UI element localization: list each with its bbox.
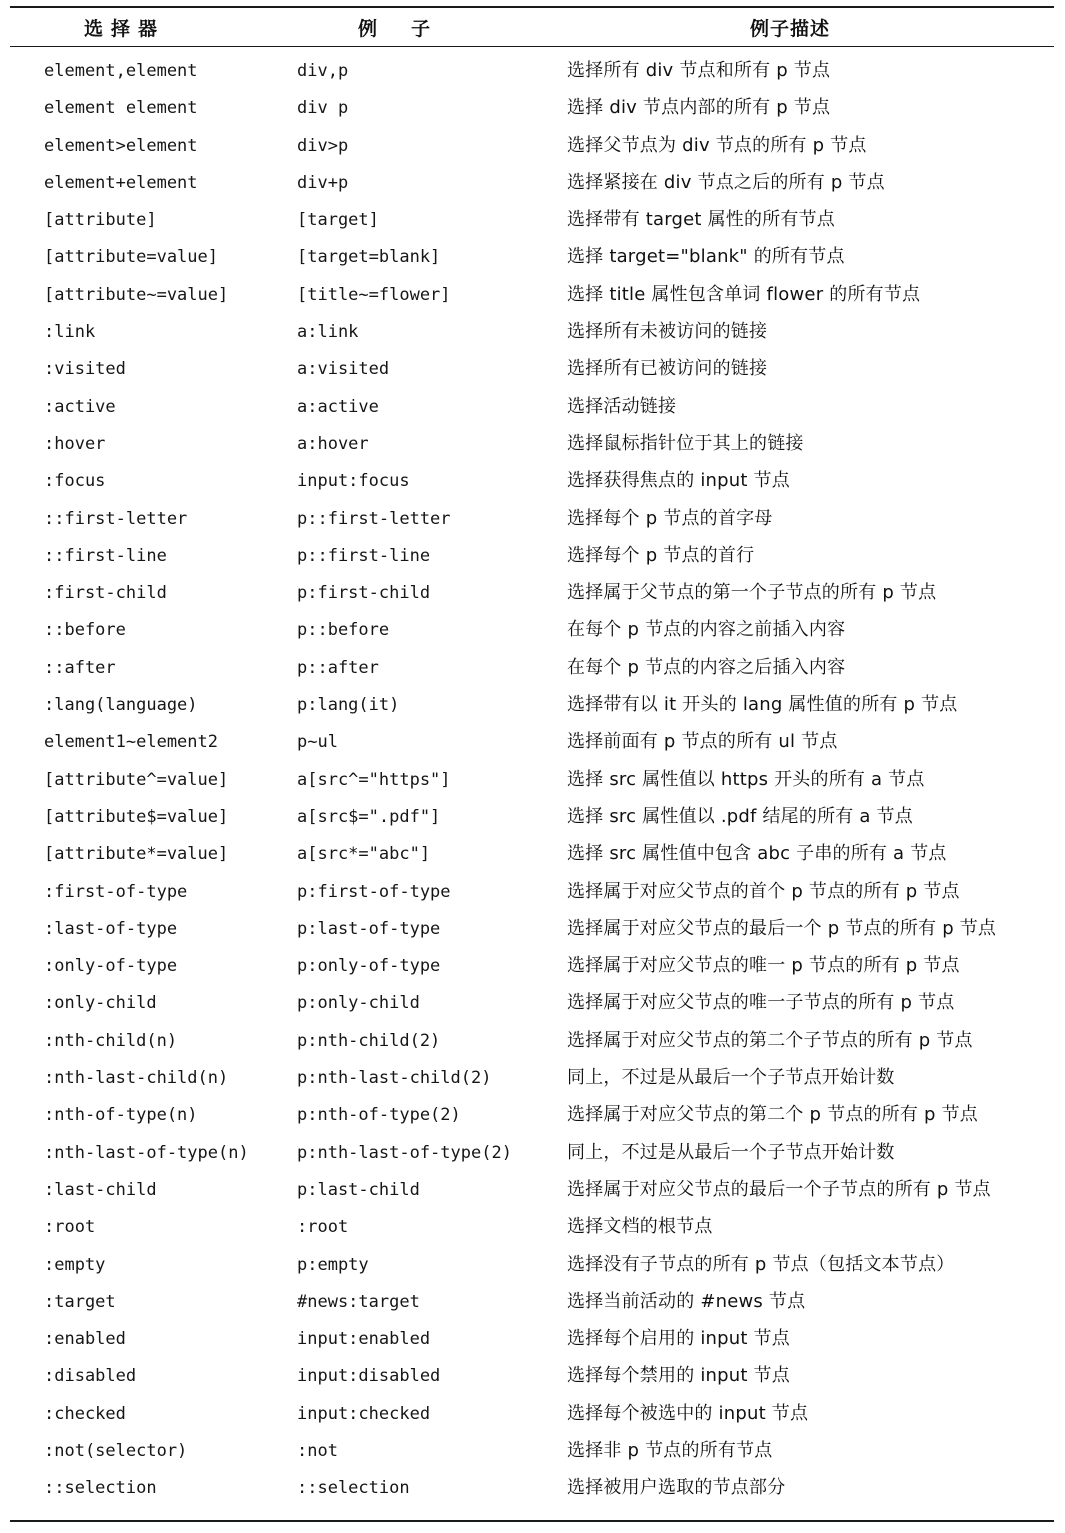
table-row — [10, 690, 1054, 727]
table-row — [10, 168, 1054, 205]
example-cell: a[src*="abc"] — [297, 844, 431, 865]
selector-cell: element>element — [44, 135, 198, 156]
table-row — [10, 951, 1054, 988]
example-cell: a:link — [297, 322, 359, 343]
selector-cell: :lang(language) — [44, 695, 198, 716]
description-cell: 选择文档的根节点 — [567, 1216, 713, 1238]
table-row — [10, 466, 1054, 503]
selector-cell: :nth-last-of-type(n) — [44, 1142, 249, 1163]
description-cell: 选择属于父节点的第一个子节点的所有 p 节点 — [567, 582, 937, 604]
selector-cell: :last-of-type — [44, 918, 178, 939]
example-cell: :root — [297, 1217, 349, 1238]
description-cell: 选择带有以 it 开头的 lang 属性值的所有 p 节点 — [567, 694, 958, 716]
example-cell: #news:target — [297, 1291, 420, 1312]
example-cell: a[src^="https"] — [297, 769, 451, 790]
table-row — [10, 1212, 1054, 1249]
table-row — [10, 93, 1054, 130]
selector-cell: :first-child — [44, 583, 167, 604]
selector-cell: :checked — [44, 1403, 126, 1424]
example-cell: div>p — [297, 135, 349, 156]
selector-cell: [attribute] — [44, 210, 157, 231]
table-row — [10, 429, 1054, 466]
description-cell: 选择 title 属性包含单词 flower 的所有节点 — [567, 283, 921, 305]
selector-cell: ::selection — [44, 1478, 157, 1499]
example-cell: p:nth-of-type(2) — [297, 1105, 461, 1126]
selector-cell: :nth-child(n) — [44, 1030, 178, 1051]
example-cell: p:only-child — [297, 993, 420, 1014]
table-row — [10, 802, 1054, 839]
example-cell: a:visited — [297, 359, 390, 380]
table-row — [10, 504, 1054, 541]
selector-cell: :empty — [44, 1254, 106, 1275]
description-cell: 同上，不过是从最后一个子节点开始计数 — [567, 1141, 895, 1163]
table-row — [10, 1175, 1054, 1212]
description-cell: 选择 div 节点内部的所有 p 节点 — [567, 97, 831, 119]
example-cell: a:hover — [297, 433, 369, 454]
example-cell: a[src$=".pdf"] — [297, 806, 441, 827]
selector-cell: :last-child — [44, 1179, 157, 1200]
description-cell: 选择 src 属性值中包含 abc 子串的所有 a 节点 — [567, 843, 947, 865]
description-cell: 在每个 p 节点的内容之后插入内容 — [567, 656, 846, 678]
example-cell: p:only-of-type — [297, 956, 441, 977]
description-cell: 选择 src 属性值以 https 开头的所有 a 节点 — [567, 768, 925, 790]
description-cell: 选择每个 p 节点的首行 — [567, 544, 755, 566]
selector-cell: element element — [44, 98, 198, 119]
selector-cell: :nth-last-child(n) — [44, 1068, 229, 1089]
selector-cell: element+element — [44, 172, 198, 193]
example-cell: input:disabled — [297, 1366, 441, 1387]
example-cell: div,p — [297, 61, 349, 81]
example-cell: p::after — [297, 657, 379, 678]
table-row — [10, 914, 1054, 951]
table-header-row — [10, 16, 1054, 44]
description-cell: 选择鼠标指针位于其上的链接 — [567, 432, 804, 454]
description-cell: 同上，不过是从最后一个子节点开始计数 — [567, 1067, 895, 1089]
example-cell: p:nth-last-of-type(2) — [297, 1142, 512, 1163]
selector-cell: element,element — [44, 61, 198, 81]
description-cell: 选择每个启用的 input 节点 — [567, 1328, 790, 1350]
selector-cell: [attribute=value] — [44, 247, 218, 268]
selector-cell: :nth-of-type(n) — [44, 1105, 198, 1126]
table-row — [10, 1399, 1054, 1436]
table-row — [10, 1026, 1054, 1063]
selector-cell: :not(selector) — [44, 1440, 188, 1461]
selector-cell: :visited — [44, 359, 126, 380]
description-cell: 选择紧接在 div 节点之后的所有 p 节点 — [567, 171, 885, 193]
selector-cell: [attribute$=value] — [44, 806, 229, 827]
header-separator-rule — [10, 46, 1054, 47]
description-cell: 选择当前活动的 #news 节点 — [567, 1290, 806, 1312]
example-cell: p::before — [297, 620, 390, 641]
description-cell: 选择属于对应父节点的第二个子节点的所有 p 节点 — [567, 1029, 973, 1051]
selector-cell: :target — [44, 1291, 116, 1312]
table-row — [10, 877, 1054, 914]
description-cell: 选择非 p 节点的所有节点 — [567, 1439, 773, 1461]
example-cell: div+p — [297, 172, 349, 193]
table-row — [10, 1138, 1054, 1175]
selector-cell: :first-of-type — [44, 881, 188, 902]
table-row — [10, 242, 1054, 279]
description-cell: 选择所有已被访问的链接 — [567, 358, 768, 380]
example-cell: p~ul — [297, 732, 338, 753]
example-cell: p:last-of-type — [297, 918, 441, 939]
example-cell: [title~=flower] — [297, 284, 451, 305]
selector-cell: :hover — [44, 433, 106, 454]
selector-cell: [attribute~=value] — [44, 284, 229, 305]
selector-cell: [attribute*=value] — [44, 844, 229, 865]
example-cell: input:checked — [297, 1403, 431, 1424]
example-cell: input:enabled — [297, 1329, 431, 1350]
table-row — [10, 1063, 1054, 1100]
selector-cell: :focus — [44, 471, 106, 492]
table-row — [10, 1436, 1054, 1473]
selector-cell: :active — [44, 396, 116, 417]
description-cell: 选择属于对应父节点的首个 p 节点的所有 p 节点 — [567, 880, 960, 902]
example-cell: div p — [297, 98, 349, 119]
table-row — [10, 653, 1054, 690]
selector-cell: :link — [44, 322, 96, 343]
description-cell: 选择 target="blank" 的所有节点 — [567, 246, 845, 268]
table-row — [10, 727, 1054, 764]
example-cell: p:empty — [297, 1254, 369, 1275]
example-cell: input:focus — [297, 471, 410, 492]
table-row — [10, 1361, 1054, 1398]
table-top-rule — [10, 6, 1054, 8]
selector-cell: :disabled — [44, 1366, 137, 1387]
description-cell: 选择属于对应父节点的最后一个 p 节点的所有 p 节点 — [567, 917, 997, 939]
selector-cell: element1~element2 — [44, 732, 218, 753]
description-cell: 选择属于对应父节点的最后一个子节点的所有 p 节点 — [567, 1178, 991, 1200]
table-row — [10, 1324, 1054, 1361]
description-cell: 选择属于对应父节点的唯一子节点的所有 p 节点 — [567, 992, 955, 1014]
example-cell: p:first-of-type — [297, 881, 451, 902]
table-row — [10, 280, 1054, 317]
table-row — [10, 839, 1054, 876]
table-row — [10, 56, 1054, 93]
table-row — [10, 615, 1054, 652]
table-row — [10, 131, 1054, 168]
example-cell: :not — [297, 1440, 338, 1461]
description-cell: 选择所有 div 节点和所有 p 节点 — [567, 60, 831, 81]
example-cell: p::first-letter — [297, 508, 451, 529]
example-cell: ::selection — [297, 1478, 410, 1499]
table-row — [10, 1473, 1054, 1510]
description-cell: 选择 src 属性值以 .pdf 结尾的所有 a 节点 — [567, 805, 913, 827]
example-cell: a:active — [297, 396, 379, 417]
selector-cell: ::first-line — [44, 545, 167, 566]
selector-cell: :only-of-type — [44, 956, 178, 977]
description-cell: 选择被用户选取的节点部分 — [567, 1477, 786, 1499]
example-cell: p:first-child — [297, 583, 431, 604]
description-cell: 在每个 p 节点的内容之前插入内容 — [567, 619, 846, 641]
description-cell: 选择每个 p 节点的首字母 — [567, 507, 773, 529]
example-cell: p:last-child — [297, 1179, 420, 1200]
description-cell: 选择所有未被访问的链接 — [567, 321, 768, 343]
selector-cell: ::first-letter — [44, 508, 188, 529]
selector-cell: :only-child — [44, 993, 157, 1014]
header-example: 例子 — [358, 18, 465, 40]
header-selector: 选择器 — [84, 18, 166, 40]
table-row — [10, 1100, 1054, 1137]
description-cell: 选择获得焦点的 input 节点 — [567, 470, 790, 492]
description-cell: 选择每个禁用的 input 节点 — [567, 1365, 790, 1387]
table-row — [10, 578, 1054, 615]
description-cell: 选择属于对应父节点的第二个 p 节点的所有 p 节点 — [567, 1104, 978, 1126]
selector-cell: ::before — [44, 620, 126, 641]
table-row — [10, 392, 1054, 429]
example-cell: [target=blank] — [297, 247, 441, 268]
description-cell: 选择每个被选中的 input 节点 — [567, 1402, 809, 1424]
description-cell: 选择父节点为 div 节点的所有 p 节点 — [567, 134, 867, 156]
example-cell: p:nth-child(2) — [297, 1030, 441, 1051]
example-cell: [target] — [297, 210, 379, 231]
example-cell: p:nth-last-child(2) — [297, 1068, 492, 1089]
table-row — [10, 988, 1054, 1025]
table-body — [10, 56, 1054, 1511]
description-cell: 选择活动链接 — [567, 395, 677, 417]
description-cell: 选择没有子节点的所有 p 节点（包括文本节点） — [567, 1253, 955, 1275]
table-row — [10, 205, 1054, 242]
table-row — [10, 541, 1054, 578]
description-cell: 选择前面有 p 节点的所有 ul 节点 — [567, 731, 838, 753]
selector-cell: ::after — [44, 657, 116, 678]
table-row — [10, 1287, 1054, 1324]
description-cell: 选择属于对应父节点的唯一 p 节点的所有 p 节点 — [567, 955, 960, 977]
table-row — [10, 1250, 1054, 1287]
example-cell: p::first-line — [297, 545, 431, 566]
selector-cell: :root — [44, 1217, 96, 1238]
table-bottom-rule — [10, 1520, 1054, 1522]
selector-cell: :enabled — [44, 1329, 126, 1350]
table-row — [10, 354, 1054, 391]
table-row — [10, 765, 1054, 802]
header-description: 例子描述 — [750, 18, 831, 40]
description-cell: 选择带有 target 属性的所有节点 — [567, 209, 835, 231]
table-row — [10, 317, 1054, 354]
selector-cell: [attribute^=value] — [44, 769, 229, 790]
example-cell: p:lang(it) — [297, 695, 400, 716]
